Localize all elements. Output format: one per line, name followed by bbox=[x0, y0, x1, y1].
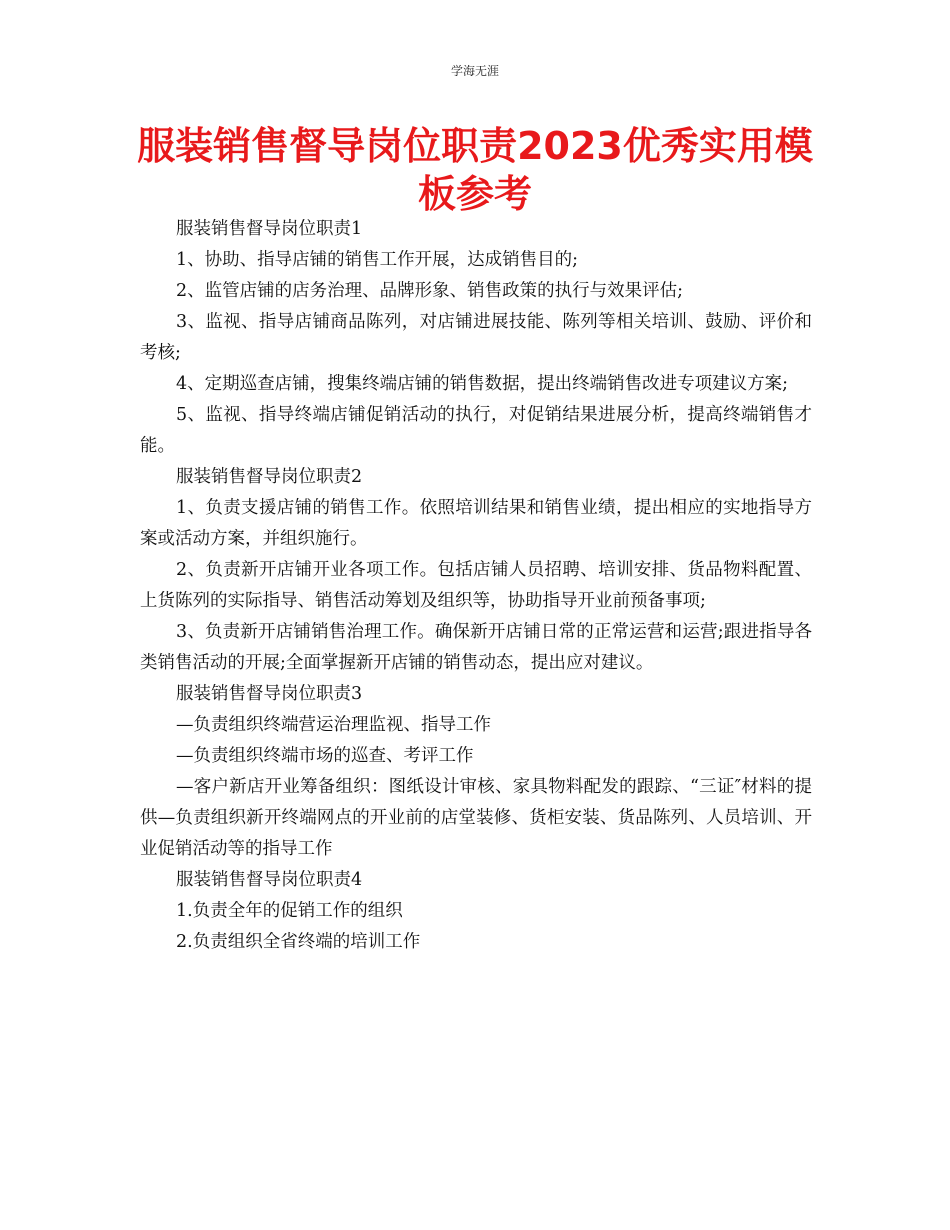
document-title: 服装销售督导岗位职责2023优秀实用模板参考 bbox=[137, 124, 813, 216]
list-item: —负责组织终端市场的巡查、考评工作 bbox=[176, 746, 474, 766]
section-heading: 服装销售督导岗位职责2 bbox=[176, 467, 363, 487]
list-item: 4、定期巡查店铺，搜集终端店铺的销售数据，提出终端销售改进专项建议方案; bbox=[176, 374, 789, 394]
section-heading: 服装销售督导岗位职责4 bbox=[176, 870, 363, 890]
list-item: 2、监管店铺的店务治理、品牌形象、销售政策的执行与效果评估; bbox=[176, 281, 684, 301]
list-item: 1、协助、指导店铺的销售工作开展，达成销售目的; bbox=[176, 250, 579, 270]
list-item: 3、负责新开店铺销售治理工作。确保新开店铺日常的正常运营和运营;跟进指导各类销售活动的开展;全面掌握新开店铺的销售动态，提出应对建议。 bbox=[140, 622, 812, 673]
list-item: 2.负责组织全省终端的培训工作 bbox=[176, 932, 421, 952]
section-heading: 服装销售督导岗位职责3 bbox=[176, 684, 363, 704]
list-item: 1、负责支援店铺的销售工作。依照培训结果和销售业绩，提出相应的实地指导方案或活动方案，并组织施行。 bbox=[140, 498, 812, 549]
list-item: 3、监视、指导店铺商品陈列，对店铺进展技能、陈列等相关培训、鼓励、评价和考核; bbox=[140, 312, 812, 363]
page-header: 学海无涯 bbox=[450, 64, 499, 78]
list-item: —负责组织终端营运治理监视、指导工作 bbox=[176, 715, 491, 735]
list-item: 1.负责全年的促销工作的组织 bbox=[176, 901, 403, 921]
section-heading: 服装销售督导岗位职责1 bbox=[176, 219, 363, 239]
document-body bbox=[140, 214, 812, 958]
list-item: 2、负责新开店铺开业各项工作。包括店铺人员招聘、培训安排、货品物料配置、上货陈列的实际指导、销售活动筹划及组织等，协助指导开业前预备事项; bbox=[140, 560, 812, 611]
list-item: 5、监视、指导终端店铺促销活动的执行，对促销结果进展分析，提高终端销售才能。 bbox=[140, 405, 812, 456]
list-item: —客户新店开业筹备组织：图纸设计审核、家具物料配发的跟踪、“三证″材料的提供—负责组织新开终端网点的开业前的店堂装修、货柜安装、货品陈列、人员培训、开业促销活动等的指导工作 bbox=[140, 777, 812, 859]
